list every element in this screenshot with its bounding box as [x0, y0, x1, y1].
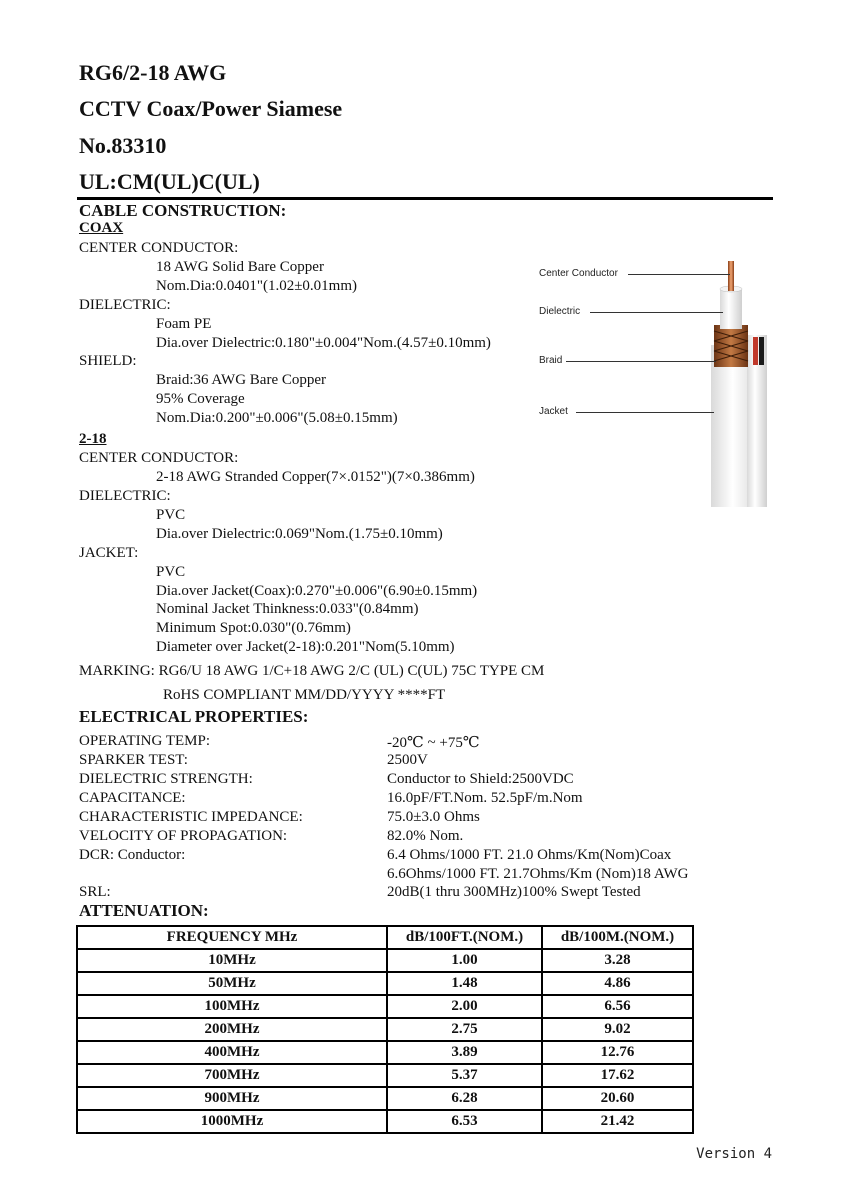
coax-dielectric-spec-1: Foam PE — [156, 316, 212, 332]
jacket-spec-5: Diameter over Jacket(2-18):0.201"Nom(5.10mm) — [156, 639, 455, 655]
product-subtitle: CCTV Coax/Power Siamese — [79, 96, 343, 121]
col-db-100m: dB/100M.(NOM.) — [542, 926, 693, 949]
shield-label: SHIELD: — [79, 353, 137, 369]
frequency-cell: 1000MHz — [77, 1110, 387, 1133]
electrical-label: CAPACITANCE: — [79, 790, 186, 806]
power-dielectric-spec-1: PVC — [156, 507, 186, 523]
db-100ft-cell: 6.28 — [387, 1087, 542, 1110]
product-number: No.83310 — [79, 133, 167, 158]
electrical-value: Conductor to Shield:2500VDC — [387, 771, 574, 787]
db-100ft-cell: 5.37 — [387, 1064, 542, 1087]
power-center-spec-1: 2-18 AWG Stranded Copper(7×.0152")(7×0.386mm) — [156, 469, 475, 485]
callout-line — [628, 274, 730, 275]
db-100ft-cell: 1.48 — [387, 972, 542, 995]
electrical-label: SPARKER TEST: — [79, 752, 188, 768]
callout-line — [590, 312, 723, 313]
frequency-cell: 100MHz — [77, 995, 387, 1018]
jacket-spec-2: Dia.over Jacket(Coax):0.270"±0.006"(6.90±0.15mm) — [156, 583, 478, 599]
callout-line — [566, 361, 716, 362]
db-100m-cell: 3.28 — [542, 949, 693, 972]
callout-dielectric: Dielectric — [539, 306, 581, 317]
frequency-cell: 10MHz — [77, 949, 387, 972]
cable-diagram — [534, 255, 770, 515]
electrical-label: SRL: — [79, 884, 111, 900]
attenuation-table — [76, 925, 694, 1134]
db-100m-cell: 17.62 — [542, 1064, 693, 1087]
marking-line-1: MARKING: RG6/U 18 AWG 1/C+18 AWG 2/C (UL) C(UL) 75C TYPE CM — [79, 663, 545, 679]
callout-center-conductor: Center Conductor — [539, 268, 618, 279]
coax-dielectric-spec-2: Dia.over Dielectric:0.180"±0.004"Nom.(4.57±0.10mm) — [156, 335, 491, 351]
product-title: RG6/2-18 AWG — [79, 60, 227, 85]
electrical-value: -20℃ ~ +75℃ — [387, 735, 480, 751]
db-100m-cell: 9.02 — [542, 1018, 693, 1041]
col-frequency: FREQUENCY MHz — [77, 926, 387, 949]
electrical-label: DIELECTRIC STRENGTH: — [79, 771, 253, 787]
db-100m-cell: 12.76 — [542, 1041, 693, 1064]
table-row — [77, 1018, 693, 1041]
table-row — [77, 1064, 693, 1087]
ul-listing: UL:CM(UL)C(UL) — [79, 169, 260, 194]
db-100ft-cell: 1.00 — [387, 949, 542, 972]
electrical-label: CHARACTERISTIC IMPEDANCE: — [79, 809, 303, 825]
frequency-cell: 900MHz — [77, 1087, 387, 1110]
electrical-value: 6.6Ohms/1000 FT. 21.7Ohms/Km (Nom)18 AWG — [387, 866, 689, 882]
coax-dielectric-label: DIELECTRIC: — [79, 297, 171, 313]
frequency-cell: 700MHz — [77, 1064, 387, 1087]
shield-spec-1: Braid:36 AWG Bare Copper — [156, 372, 327, 388]
version-label: Version 4 — [696, 1146, 772, 1162]
electrical-label: OPERATING TEMP: — [79, 733, 210, 749]
power-center-label: CENTER CONDUCTOR: — [79, 450, 239, 466]
db-100m-cell: 20.60 — [542, 1087, 693, 1110]
electrical-label: VELOCITY OF PROPAGATION: — [79, 828, 288, 844]
db-100ft-cell: 6.53 — [387, 1110, 542, 1133]
construction-heading: CABLE CONSTRUCTION: — [79, 201, 287, 220]
col-db-100ft: dB/100FT.(NOM.) — [387, 926, 542, 949]
table-row — [77, 1110, 693, 1133]
table-row — [77, 995, 693, 1018]
electrical-value: 75.0±3.0 Ohms — [387, 809, 480, 825]
electrical-value: 2500V — [387, 752, 428, 768]
coax-center-label: CENTER CONDUCTOR: — [79, 240, 239, 256]
callout-braid: Braid — [539, 355, 563, 366]
header-rule — [77, 197, 773, 200]
power-heading: 2-18 — [79, 431, 107, 447]
jacket-spec-1: PVC — [156, 564, 186, 580]
table-row — [77, 1087, 693, 1110]
db-100m-cell: 4.86 — [542, 972, 693, 995]
coax-center-spec-2: Nom.Dia:0.0401"(1.02±0.01mm) — [156, 278, 358, 294]
shield-spec-3: Nom.Dia:0.200"±0.006"(5.08±0.15mm) — [156, 410, 398, 426]
power-dielectric-spec-2: Dia.over Dielectric:0.069"Nom.(1.75±0.10mm) — [156, 526, 443, 542]
electrical-value: 82.0% Nom. — [387, 828, 464, 844]
attenuation-header-row — [77, 926, 693, 949]
db-100m-cell: 6.56 — [542, 995, 693, 1018]
cable-cross-section-illustration — [534, 255, 770, 515]
table-row — [77, 1041, 693, 1064]
db-100ft-cell: 2.00 — [387, 995, 542, 1018]
electrical-label: DCR: Conductor: — [79, 847, 186, 863]
power-dielectric-label: DIELECTRIC: — [79, 488, 171, 504]
table-row — [77, 949, 693, 972]
table-row — [77, 972, 693, 995]
db-100m-cell: 21.42 — [542, 1110, 693, 1133]
db-100ft-cell: 3.89 — [387, 1041, 542, 1064]
shield-spec-2: 95% Coverage — [156, 391, 245, 407]
jacket-label: JACKET: — [79, 545, 139, 561]
coax-center-spec-1: 18 AWG Solid Bare Copper — [156, 259, 324, 275]
electrical-value: 6.4 Ohms/1000 FT. 21.0 Ohms/Km(Nom)Coax — [387, 847, 672, 863]
frequency-cell: 50MHz — [77, 972, 387, 995]
electrical-value: 16.0pF/FT.Nom. 52.5pF/m.Nom — [387, 790, 583, 806]
frequency-cell: 200MHz — [77, 1018, 387, 1041]
jacket-spec-4: Minimum Spot:0.030"(0.76mm) — [156, 620, 351, 636]
electrical-value: 20dB(1 thru 300MHz)100% Swept Tested — [387, 884, 641, 900]
callout-line — [576, 412, 714, 413]
callout-jacket: Jacket — [539, 406, 568, 417]
electrical-heading: ELECTRICAL PROPERTIES: — [79, 707, 309, 726]
coax-heading: COAX — [79, 220, 124, 236]
jacket-spec-3: Nominal Jacket Thinkness:0.033"(0.84mm) — [156, 601, 419, 617]
attenuation-heading: ATTENUATION: — [79, 901, 209, 920]
db-100ft-cell: 2.75 — [387, 1018, 542, 1041]
frequency-cell: 400MHz — [77, 1041, 387, 1064]
marking-line-2: RoHS COMPLIANT MM/DD/YYYY ****FT — [163, 687, 446, 703]
